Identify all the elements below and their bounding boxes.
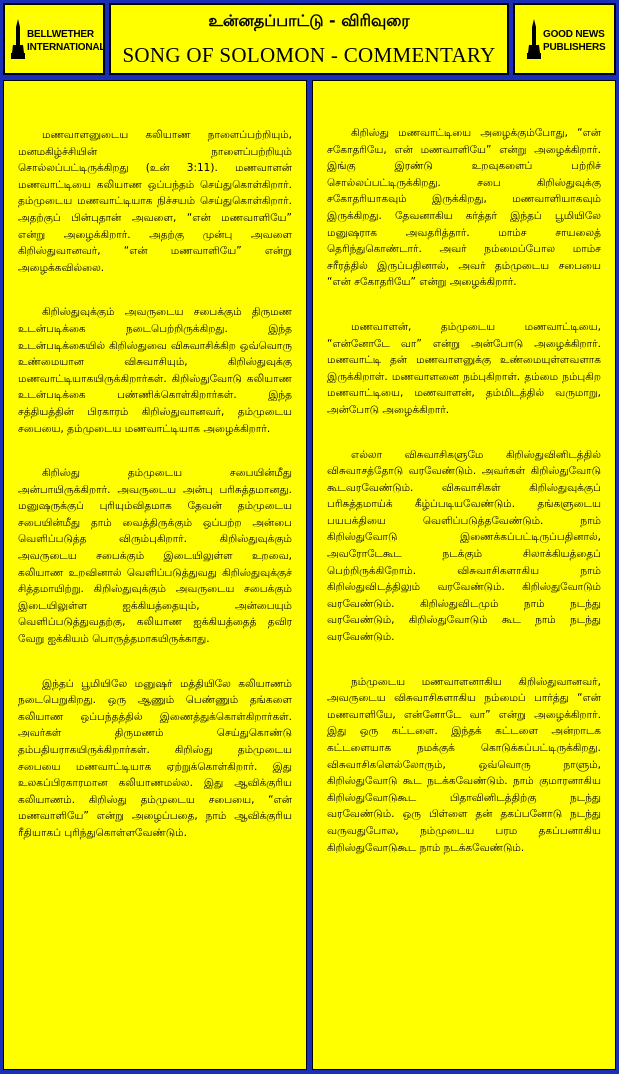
bellwether-logo xyxy=(3,3,105,75)
bellwether-logo-text xyxy=(27,28,105,54)
left-paragraph-2: கிறிஸ்துவுக்கும் அவருடைய சபைக்கும் திருமண உடன்படிக்கை நடைபெற்றிருக்கிறது. இந்த உடன்படிக்கையில் கிறிஸ்துவை விசுவாசிக்கிற ஒவ்வொரு உண்மையான விசுவாசியும், கிறிஸ்துவுக்கு மணவாட்டியாகயிருக்கிறார்கள். கிறிஸ்துவோடு கலியாண உடன்படிக்கை பண்ணிக்கொள்கிறார்கள். இந்த சத்தியத்தின் பிரகாரம் கிறிஸ்துவானவர், தம்முடைய சபையை, தம்முடைய மணவாட்டியாக அழைக்கிறார். xyxy=(18,306,292,435)
left-column xyxy=(3,80,307,1070)
bellwether-logo-line2: INTERNATIONAL xyxy=(27,42,106,53)
good-news-logo-line2: PUBLISHERS xyxy=(543,42,606,53)
bellwether-tower-icon xyxy=(11,19,25,59)
tamil-title: உன்னதப்பாட்டு - விரிவுரை xyxy=(208,11,410,30)
good-news-logo-line1: GOOD NEWS xyxy=(543,29,605,40)
right-paragraph-3: எல்லா விசுவாசிகளுமே கிறிஸ்துவினிடத்தில் விசுவாசத்தோடு வரவேண்டும். அவர்கள் கிறிஸ்துவோடு கூடவரவேண்டும். விசுவாசிகள் கிறிஸ்துவுக்குப் பரிசுத்தமாய்க் கீழ்ப்படியவேண்டும். தங்களுடைய பயபக்தியை வெளிப்படுத்தவேண்டும். நாம் கிறிஸ்துவோடு இணைக்கப்பட்டிருப்பதினால், அவரோடேகூட நடக்கும் சிலாக்கியத்தைப் பெற்றிருக்கிறோம். விசுவாசிகளாகிய நாம் கிறிஸ்துவிடத்திலும் வரவேண்டும். கிறிஸ்துவோடும் வரவேண்டும். கிறிஸ்துவிடமும் நாம் நடந்து வரவேண்டும், கிறிஸ்துவோடும் கூட நாம் நடந்து வரவேண்டும். xyxy=(327,448,601,644)
right-paragraph-4: நம்முடைய மணவாளனாகிய கிறிஸ்துவானவர், அவருடைய விசுவாசிகளாகிய நம்மைப் பார்த்து “என் மணவாளியே, என்னோடே வா” என்று அழைக்கிறார். இது ஒரு கட்டளை. இந்தக் கட்டளை அன்றாடக கட்டளையாக நமக்குக் கொடுக்கப்பட்டிருக்கிறது. விசுவாசிகளெல்லோரும், ஒவ்வொரு நாளும், கிறிஸ்துவோடு கூட நடக்கவேண்டும். நாம் குமாரனாகிய கிறிஸ்துவோடுகூட பிதாவினிடத்திற்கு நடந்து வரவேண்டும். ஒரு பிள்ளை தன் தகப்பனோடு நடந்து வருவதுபோல, நம்முடைய பரம தகப்பனாகிய கிறிஸ்துவோடுகூட நாம் நடக்கவேண்டும். xyxy=(327,675,601,854)
english-title: SONG OF SOLOMON - COMMENTARY xyxy=(122,43,496,67)
page-header xyxy=(0,0,619,80)
good-news-tower-icon xyxy=(527,19,541,59)
right-paragraph-2: மணவாளன், தம்முடைய மணவாட்டியை, “என்னோடே வா” என்று அன்போடு அழைக்கிறார். மணவாட்டி தன் மணவாளனுக்கு உண்மையுள்ளவளாக இருக்கிறாள். மணவாளனை நம்புகிறாள். தம்மை நம்புகிற மணவாட்டியை, மணவாளன், தம்மிடத்தில் வருமாறு, அன்போடு அழைக்கிறார். xyxy=(327,320,601,416)
left-paragraph-4: இந்தப் பூமியிலே மனுஷர் மத்தியிலே கலியாணம் நடைபெறுகிறது. ஒரு ஆணும் பெண்ணும் தங்களை கலியாண ஒப்பந்தத்தில் இணைத்துக்கொள்கிறார்கள். அவர்கள் திருமணம் செய்துகொண்டு தம்பதியராகயிருக்கிறார்கள். கிறிஸ்து தம்முடைய சபையை மணவாட்டியாக ஏற்றுக்கொள்கிறார். இது உலகப்பிரகாரமான கலியாணமல்ல. இது ஆவிக்குரிய கலியாணம். கிறிஸ்து தம்முடைய சபையை, “என் மணவாளியே” என்று அழைப்பதை, நாம் ஆவிக்குரிய ரீதியாகப் புரிந்துகொள்ளவேண்டும். xyxy=(18,677,292,839)
left-paragraph-3: கிறிஸ்து தம்முடைய சபையின்மீது அன்பாயிருக்கிறார். அவருடைய அன்பு பரிசுத்தமானது. மனுஷருக்குப் புரியும்விதமாக தேவன் தம்முடைய சபையின்மீது தாம் வைத்திருக்கும் ஒப்பற்ற அன்பை வெளிப்படுத்த விரும்புகிறார். கிறிஸ்துவுக்கும் அவருடைய சபைக்கும் இடையிலுள்ள உறவை, கலியாண உறவினால் வெளிப்படுத்துவது கிறிஸ்துவுக்குச் சித்தமாயிற்று. கிறிஸ்துவுக்கும் அவருடைய சபைக்கும் இடையிலுள்ள ஐக்கியத்தையும், அன்பையும் வெளிப்படுத்துவதற்கு, கலியாண ஐக்கியத்தைத் தவிர வேறு ஐக்கியம் பொருத்தமாகயிருக்காது. xyxy=(18,467,292,646)
good-news-logo xyxy=(513,3,616,75)
right-paragraph-1: கிறிஸ்து மணவாட்டியை அழைக்கும்போது, “என் சகோதரியே, என் மணவாளியே” என்று அழைக்கிறார். இங்கு இரண்டு உறவுகளைப் பற்றிச் சொல்லப்பட்டிருக்கிறது. சபை கிறிஸ்துவுக்கு சகோதரியாகவும் இருக்கிறது, மணவாளியாகவும் இருக்கிறது. தேவனாகிய கர்த்தர் இந்தப் பூமியிலே மனுஷராக அவதரித்தார். மாம்ச சாயலைத் தெரிந்துகொண்டார். அவர் நம்மைப்போல மாம்ச சரீரத்தில் இருப்பதினால், அவர் தம்முடைய சபையை “என் சகோதரியே” என்று அழைக்கிறார். xyxy=(327,127,601,289)
title-box xyxy=(109,3,509,75)
right-column xyxy=(312,80,616,1070)
left-paragraph-1: மணவாளனுடைய கலியாண நாளைப்பற்றியும், மனமகிழ்ச்சியின் நாளைப்பற்றியும் சொல்லப்பட்டிருக்கிறது (உன் 3:11). மணவாளன் மணவாட்டியை கலியாண ஒப்பந்தம் செய்துகொள்கிறார். தம்முடைய மணவாட்டியாக நிச்சயம் செய்துகொள்கிறார். அதற்குப் பின்புதான் அவளை, “என் மணவாளியே” என்று அழைக்கிறார். அதற்கு முன்பு அவளை கிறிஸ்துவானவர், “என் மணவாளியே” என்று அழைக்கவில்லை. xyxy=(18,129,292,274)
bellwether-logo-line1: BELLWETHER xyxy=(27,29,94,40)
good-news-logo-text xyxy=(543,28,605,54)
